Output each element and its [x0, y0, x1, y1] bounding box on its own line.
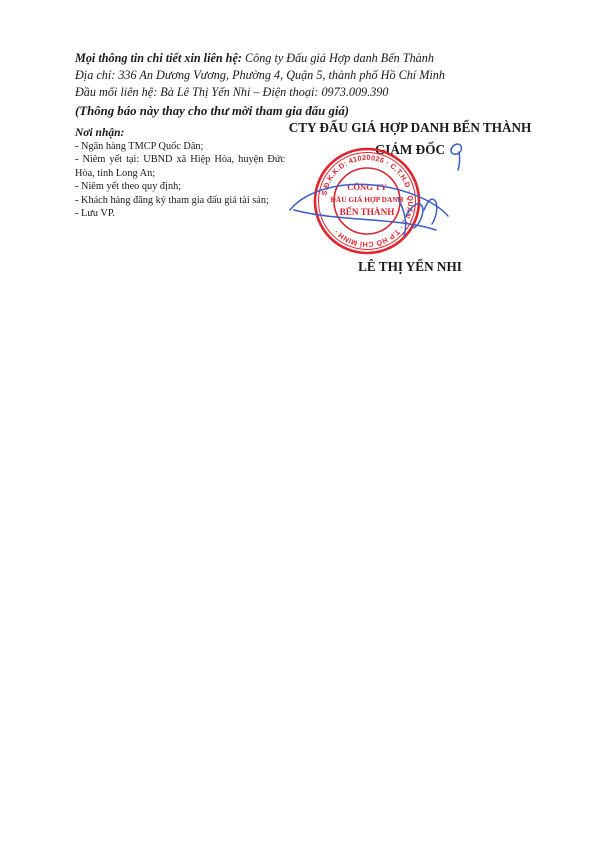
recipient-item: - Ngân hàng TMCP Quốc Dân;	[75, 141, 204, 152]
seal-center-line3: BẾN THÀNH	[339, 207, 395, 217]
signer-position: GIÁM ĐỐC	[375, 142, 445, 157]
handwritten-signature-icon	[286, 150, 456, 250]
seal-ring-text: S.Đ.K.K.D: 41020026 · C.T.H.D · QUẬN 5 · T.P HỒ CHÍ MINH ·	[319, 152, 416, 250]
signer-company: CTY ĐẤU GIÁ HỢP DANH BẾN THÀNH	[288, 120, 532, 135]
recipient-item: - Lưu VP.	[75, 208, 116, 220]
contact-info	[75, 50, 565, 120]
seal-center-line2: ĐẤU GIÁ HỢP DANH	[330, 195, 404, 204]
contact-address: Địa chỉ: 336 An Dương Vương, Phường 4, Quận 5, thành phố Hồ Chí Minh	[75, 68, 445, 82]
contact-company: Công ty Đấu giá Hợp danh Bến Thành	[244, 51, 434, 65]
initial-mark-icon	[445, 140, 469, 172]
recipient-item: - Khách hàng đăng ký tham gia đấu giá tài sản;	[75, 194, 269, 206]
seal-center-line1: CÔNG TY	[347, 182, 387, 192]
contact-person: Đầu mối liên hệ: Bà Lê Thị Yến Nhi – Điện thoại: 0973.009.390	[75, 85, 389, 99]
invitation-note: (Thông báo này thay cho thư mời tham gia đấu giá)	[75, 104, 350, 118]
recipient-item: - Niêm yết tại: UBND xã Hiệp Hòa, huyện Đức Hòa, tỉnh Long An;	[75, 154, 285, 179]
signer-name: LÊ THỊ YẾN NHI	[358, 259, 462, 274]
recipients-title: Nơi nhận:	[75, 127, 125, 139]
contact-label: Mọi thông tin chi tiết xin liên hệ:	[75, 51, 242, 65]
recipients-block	[75, 126, 285, 220]
recipient-item: - Niêm yết theo quy định;	[75, 181, 182, 193]
contact-line-company	[75, 50, 565, 67]
recipients-list	[75, 140, 285, 220]
